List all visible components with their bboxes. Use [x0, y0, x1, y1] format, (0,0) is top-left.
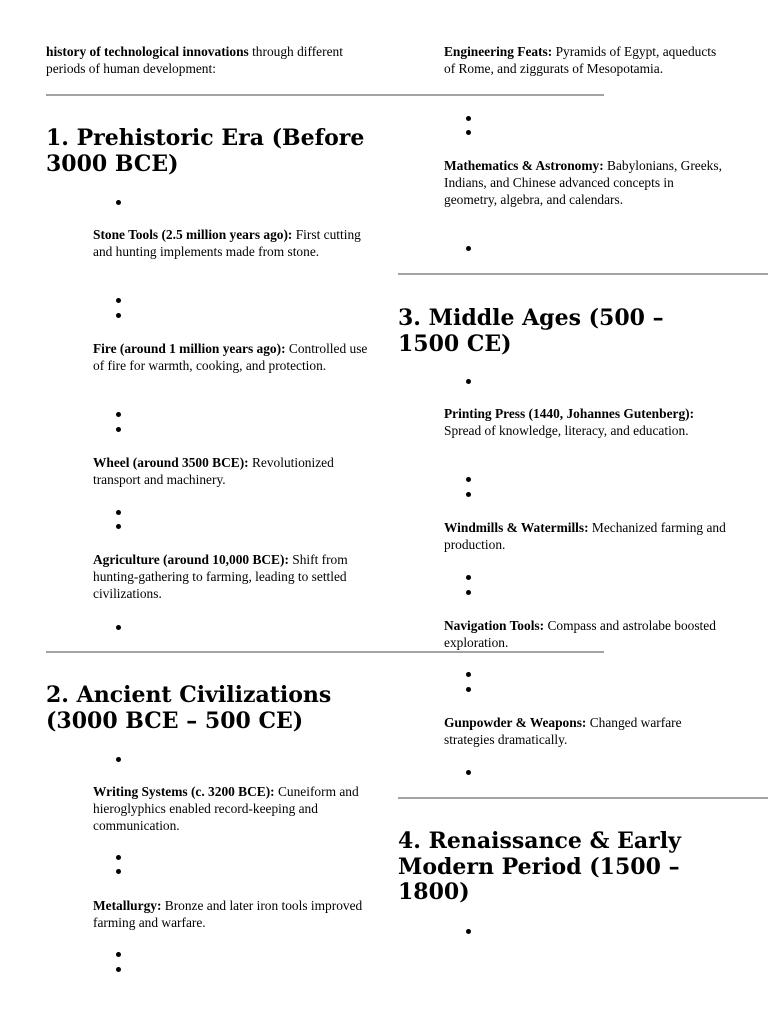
- list-item: [93, 227, 369, 261]
- list-item: [93, 341, 369, 375]
- item-term: Engineering Feats:: [444, 44, 553, 59]
- bullet-marker: [116, 298, 121, 303]
- list-item: [444, 406, 729, 440]
- bullet-marker: [116, 200, 121, 205]
- list-item: [444, 158, 729, 208]
- item-desc: Changed warfare strategies dramatically.: [444, 715, 682, 747]
- list-item: [93, 784, 369, 834]
- item-term: Printing Press (1440, Johannes Gutenberg):: [444, 406, 695, 421]
- section-heading-ancient: 2. Ancient Civilizations (3000 BCE – 500 CE): [46, 682, 332, 734]
- bullet-marker: [466, 590, 471, 595]
- list-item: [444, 618, 729, 652]
- section-divider: [398, 273, 768, 275]
- item-term: Gunpowder & Weapons:: [444, 715, 587, 730]
- list-item: [444, 715, 729, 749]
- bullet-marker: [466, 116, 471, 121]
- bullet-marker: [116, 952, 121, 957]
- bullet-marker: [116, 869, 121, 874]
- bullet-marker: [116, 412, 121, 417]
- bullet-marker: [466, 246, 471, 251]
- item-term: Mathematics & Astronomy:: [444, 158, 604, 173]
- bullet-marker: [466, 130, 471, 135]
- list-item: [93, 455, 369, 489]
- item-term: Agriculture (around 10,000 BCE):: [93, 552, 289, 567]
- item-desc: Cuneiform and hieroglyphics enabled record-keeping and communication.: [93, 784, 359, 833]
- intro-bold-text: history of technological innovations: [46, 44, 249, 59]
- item-term: Fire (around 1 million years ago):: [93, 341, 286, 356]
- bullet-marker: [116, 855, 121, 860]
- item-desc: Pyramids of Egypt, aqueducts of Rome, and ziggurats of Mesopotamia.: [444, 44, 717, 76]
- section-divider: [46, 94, 604, 96]
- item-desc: Babylonians, Greeks, Indians, and Chinese advanced concepts in geometry, algebra, and calendars.: [444, 158, 722, 207]
- item-term: Wheel (around 3500 BCE):: [93, 455, 249, 470]
- item-desc: Mechanized farming and production.: [444, 520, 726, 552]
- intro-paragraph: [46, 44, 376, 78]
- bullet-marker: [466, 379, 471, 384]
- section-heading-renaissance: 4. Renaissance & Early Modern Period (1500 – 1800): [398, 828, 681, 905]
- section-heading-prehistoric: 1. Prehistoric Era (Before 3000 BCE): [46, 125, 365, 177]
- bullet-marker: [466, 575, 471, 580]
- bullet-marker: [466, 492, 471, 497]
- bullet-marker: [116, 757, 121, 762]
- item-desc: First cutting and hunting implements made from stone.: [93, 227, 361, 259]
- section-heading-middle-ages: 3. Middle Ages (500 – 1500 CE): [398, 305, 664, 357]
- item-desc: Compass and astrolabe boosted exploration.: [444, 618, 716, 650]
- list-item: [444, 44, 724, 78]
- intro-text: through different periods of human development:: [46, 44, 343, 76]
- section-divider: [398, 797, 768, 799]
- item-term: Navigation Tools:: [444, 618, 545, 633]
- bullet-marker: [466, 477, 471, 482]
- bullet-marker: [466, 687, 471, 692]
- item-term: Metallurgy:: [93, 898, 162, 913]
- item-term: Writing Systems (c. 3200 BCE):: [93, 784, 275, 799]
- list-item: [93, 898, 369, 932]
- bullet-marker: [466, 929, 471, 934]
- bullet-marker: [116, 967, 121, 972]
- item-term: Stone Tools (2.5 million years ago):: [93, 227, 293, 242]
- item-term: Windmills & Watermills:: [444, 520, 589, 535]
- bullet-marker: [116, 625, 121, 630]
- item-desc: Shift from hunting-gathering to farming, leading to settled civilizations.: [93, 552, 348, 601]
- bullet-marker: [466, 672, 471, 677]
- bullet-marker: [116, 427, 121, 432]
- item-desc: Bronze and later iron tools improved farming and warfare.: [93, 898, 363, 930]
- item-desc: Spread of knowledge, literacy, and education.: [444, 422, 689, 438]
- bullet-marker: [116, 510, 121, 515]
- bullet-marker: [116, 313, 121, 318]
- bullet-marker: [466, 770, 471, 775]
- list-item: [444, 520, 729, 554]
- list-item: [93, 552, 369, 602]
- item-desc: Controlled use of fire for warmth, cooking, and protection.: [93, 341, 368, 373]
- bullet-marker: [116, 524, 121, 529]
- item-desc: Revolutionized transport and machinery.: [93, 455, 334, 487]
